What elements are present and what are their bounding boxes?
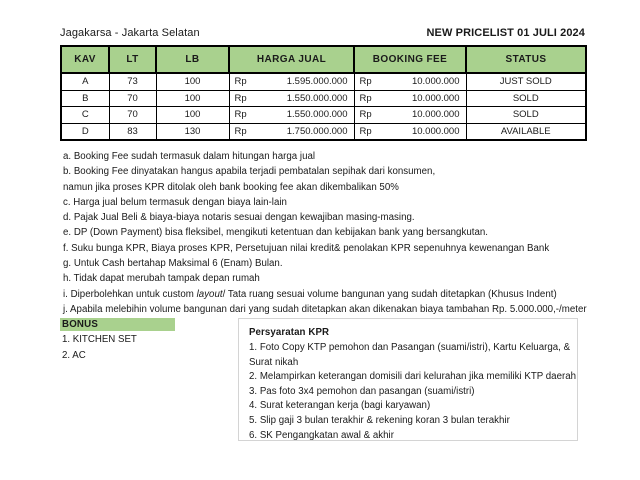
cell-booking-currency: Rp	[354, 90, 378, 107]
cell-harga-currency: Rp	[229, 73, 253, 90]
bonus-heading: BONUS	[60, 318, 175, 331]
cell-lt: 73	[109, 73, 156, 90]
cell-booking-currency: Rp	[354, 123, 378, 140]
note-emphasis: layout	[196, 288, 223, 300]
cell-status: AVAILABLE	[466, 123, 586, 140]
bonus-list-item: 2. AC	[62, 350, 86, 362]
kpr-list-item-continuation: Surat nikah	[249, 356, 299, 368]
kpr-list-item: 3. Pas foto 3x4 pemohon dan pasangan (suami/istri)	[249, 385, 475, 397]
cell-harga-jual: 1.550.000.000	[253, 107, 354, 124]
column-header-lb: LB	[156, 46, 229, 73]
cell-status: SOLD	[466, 107, 586, 124]
cell-lb: 100	[156, 107, 229, 124]
note-item: e. DP (Down Payment) bisa fleksibel, mengikuti ketentuan dan kebijakan bank yang bersangkutan.	[63, 227, 488, 239]
kpr-list-item: 5. Slip gaji 3 bulan terakhir & rekening koran 3 bulan terakhir	[249, 414, 510, 426]
note-suffix: / Tata ruang sesuai volume bangunan yang sudah ditetapkan (Khusus Indent)	[222, 288, 557, 300]
cell-status: SOLD	[466, 90, 586, 107]
cell-booking-fee: 10.000.000	[378, 73, 466, 90]
kpr-list-item: 2. Melampirkan keterangan domisili dari kelurahan jika memiliki KTP daerah	[249, 371, 577, 383]
note-item: a. Booking Fee sudah termasuk dalam hitungan harga jual	[63, 151, 316, 162]
cell-kav: B	[61, 90, 109, 107]
cell-harga-jual: 1.595.000.000	[253, 73, 354, 90]
bonus-section	[60, 318, 240, 364]
cell-kav: D	[61, 123, 109, 140]
table-row	[61, 73, 586, 90]
kpr-requirements-panel	[238, 318, 578, 441]
cell-kav: C	[61, 107, 109, 124]
note-item-custom-layout	[63, 287, 608, 302]
cell-booking-fee: 10.000.000	[378, 90, 466, 107]
cell-booking-currency: Rp	[354, 107, 378, 124]
bonus-list-item: 1. KITCHEN SET	[62, 334, 137, 345]
note-item: b. Booking Fee dinyatakan hangus apabila terjadi pembatalan sepihak dari konsumen,	[63, 166, 436, 178]
document-header	[60, 27, 585, 43]
cell-status: JUST SOLD	[466, 73, 586, 90]
column-header-booking-fee: BOOKING FEE	[354, 46, 466, 73]
cell-harga-currency: Rp	[229, 107, 253, 124]
cell-booking-fee: 10.000.000	[378, 107, 466, 124]
note-item: c. Harga jual belum termasuk dengan biaya lain-lain	[63, 196, 287, 208]
kpr-list-item: 1. Foto Copy KTP pemohon dan Pasangan (suami/istri), Kartu Keluarga, &	[249, 342, 571, 353]
cell-lt: 83	[109, 123, 156, 140]
table-row	[61, 123, 586, 140]
cell-booking-fee: 10.000.000	[378, 123, 466, 140]
column-header-lt: LT	[109, 46, 156, 73]
kpr-heading: Persyaratan KPR	[249, 327, 330, 338]
cell-booking-currency: Rp	[354, 73, 378, 90]
note-item: j. Apabila melebihin volume bangunan dari yang sudah ditetapkan akan dikenakan biaya tambahan Rp. 5.000.000,-/meter	[63, 303, 587, 315]
note-item: g. Untuk Cash bertahap Maksimal 6 (Enam) Bulan.	[63, 258, 283, 270]
note-item: h. Tidak dapat merubah tampak depan rumah	[63, 273, 260, 285]
pricelist-table	[60, 45, 587, 141]
table-row	[61, 90, 586, 107]
cell-harga-currency: Rp	[229, 90, 253, 107]
table-row	[61, 107, 586, 124]
column-header-harga-jual: HARGA JUAL	[229, 46, 354, 73]
cell-lt: 70	[109, 90, 156, 107]
note-prefix: i. Diperbolehkan untuk custom	[63, 288, 197, 300]
cell-lb: 100	[156, 90, 229, 107]
terms-and-conditions-list	[63, 149, 608, 317]
cell-kav: A	[61, 73, 109, 90]
page-title: NEW PRICELIST 01 JULI 2024	[426, 27, 585, 39]
table-header-row	[61, 46, 586, 73]
note-item: f. Suku bunga KPR, Biaya proses KPR, Persetujuan nilai kredit& penolakan KPR sepenuhnya kewenangan Bank	[63, 242, 550, 254]
cell-lb: 130	[156, 123, 229, 140]
location-title: Jagakarsa - Jakarta Selatan	[60, 27, 200, 39]
kpr-list-item: 4. Surat keterangan kerja (bagi karyawan)	[249, 400, 431, 412]
cell-harga-currency: Rp	[229, 123, 253, 140]
cell-harga-jual: 1.550.000.000	[253, 90, 354, 107]
note-item-continuation: namun jika proses KPR ditolak oleh bank booking fee akan dikembalikan 50%	[63, 181, 399, 193]
column-header-kav: KAV	[61, 46, 109, 73]
cell-harga-jual: 1.750.000.000	[253, 123, 354, 140]
column-header-status: STATUS	[466, 46, 586, 73]
note-item: d. Pajak Jual Beli & biaya-biaya notaris sesuai dengan kewajiban masing-masing.	[63, 212, 415, 224]
cell-lb: 100	[156, 73, 229, 90]
kpr-list-item: 6. SK Pengangkatan awal & akhir	[249, 429, 394, 441]
cell-lt: 70	[109, 107, 156, 124]
